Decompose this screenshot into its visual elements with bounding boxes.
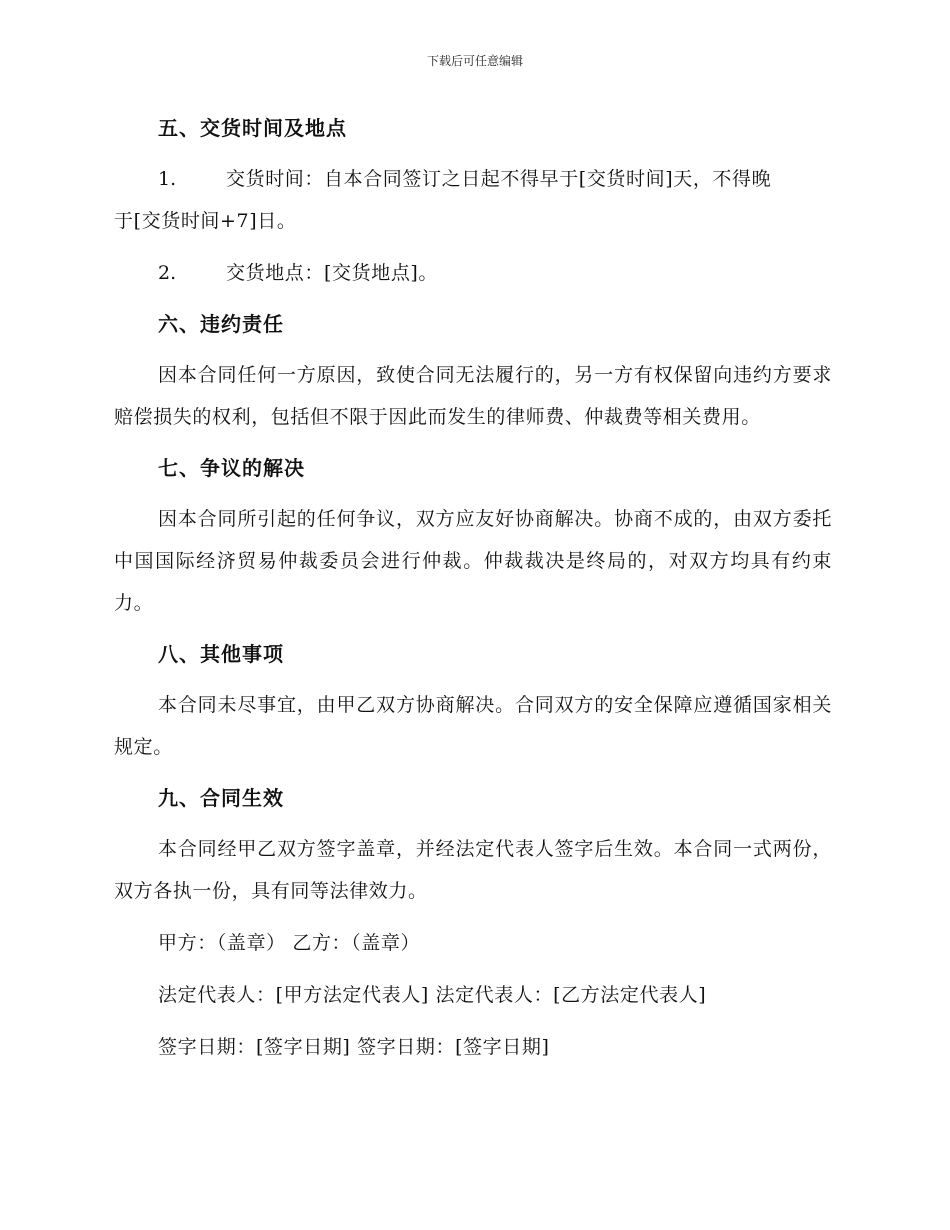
section-heading-delivery: 五、交货时间及地点: [158, 116, 347, 140]
signature-seal-line: 甲方：（盖章） 乙方：（盖章）: [158, 932, 421, 954]
section-heading-effect: 九、合同生效: [158, 786, 284, 810]
section-heading-liability: 六、违约责任: [158, 312, 284, 336]
list-number: 2.: [158, 262, 177, 284]
signature-date-line: 签字日期：[签字日期] 签字日期：[签字日期]: [158, 1036, 550, 1058]
paragraph-liability: 因本合同任何一方原因，致使合同无法履行的，另一方有权保留向违约方要求赔偿损失的权利，包括但不限于因此而发生的律师费、仲裁费等相关费用。: [114, 364, 832, 428]
document-body: [114, 108, 832, 1078]
list-item-text: 交货时间：自本合同签订之日起不得早于[交货时间]天，不得晚: [226, 168, 772, 190]
list-item-text: 交货地点：[交货地点]。: [226, 262, 439, 284]
list-number: 1.: [158, 168, 177, 190]
section-heading-dispute: 七、争议的解决: [158, 456, 305, 480]
paragraph-other: 本合同未尽事宜，由甲乙双方协商解决。合同双方的安全保障应遵循国家相关规定。: [114, 694, 832, 758]
signature-representative-line: 法定代表人：[甲方法定代表人] 法定代表人：[乙方法定代表人]: [158, 984, 707, 1006]
list-item-delivery-place: [114, 252, 832, 294]
page-header: 下载后可任意编辑: [426, 54, 523, 68]
list-item-delivery-time: [114, 158, 832, 242]
section-heading-other: 八、其他事项: [158, 642, 284, 666]
paragraph-effect: 本合同经甲乙双方签字盖章，并经法定代表人签字后生效。本合同一式两份，双方各执一份，具有同等法律效力。: [114, 838, 832, 902]
list-item-text-continued: 于[交货时间+7]日。: [114, 210, 297, 232]
paragraph-dispute: 因本合同所引起的任何争议，双方应友好协商解决。协商不成的，由双方委托中国国际经济贸易仲裁委员会进行仲裁。仲裁裁决是终局的，对双方均具有约束力。: [114, 508, 832, 614]
